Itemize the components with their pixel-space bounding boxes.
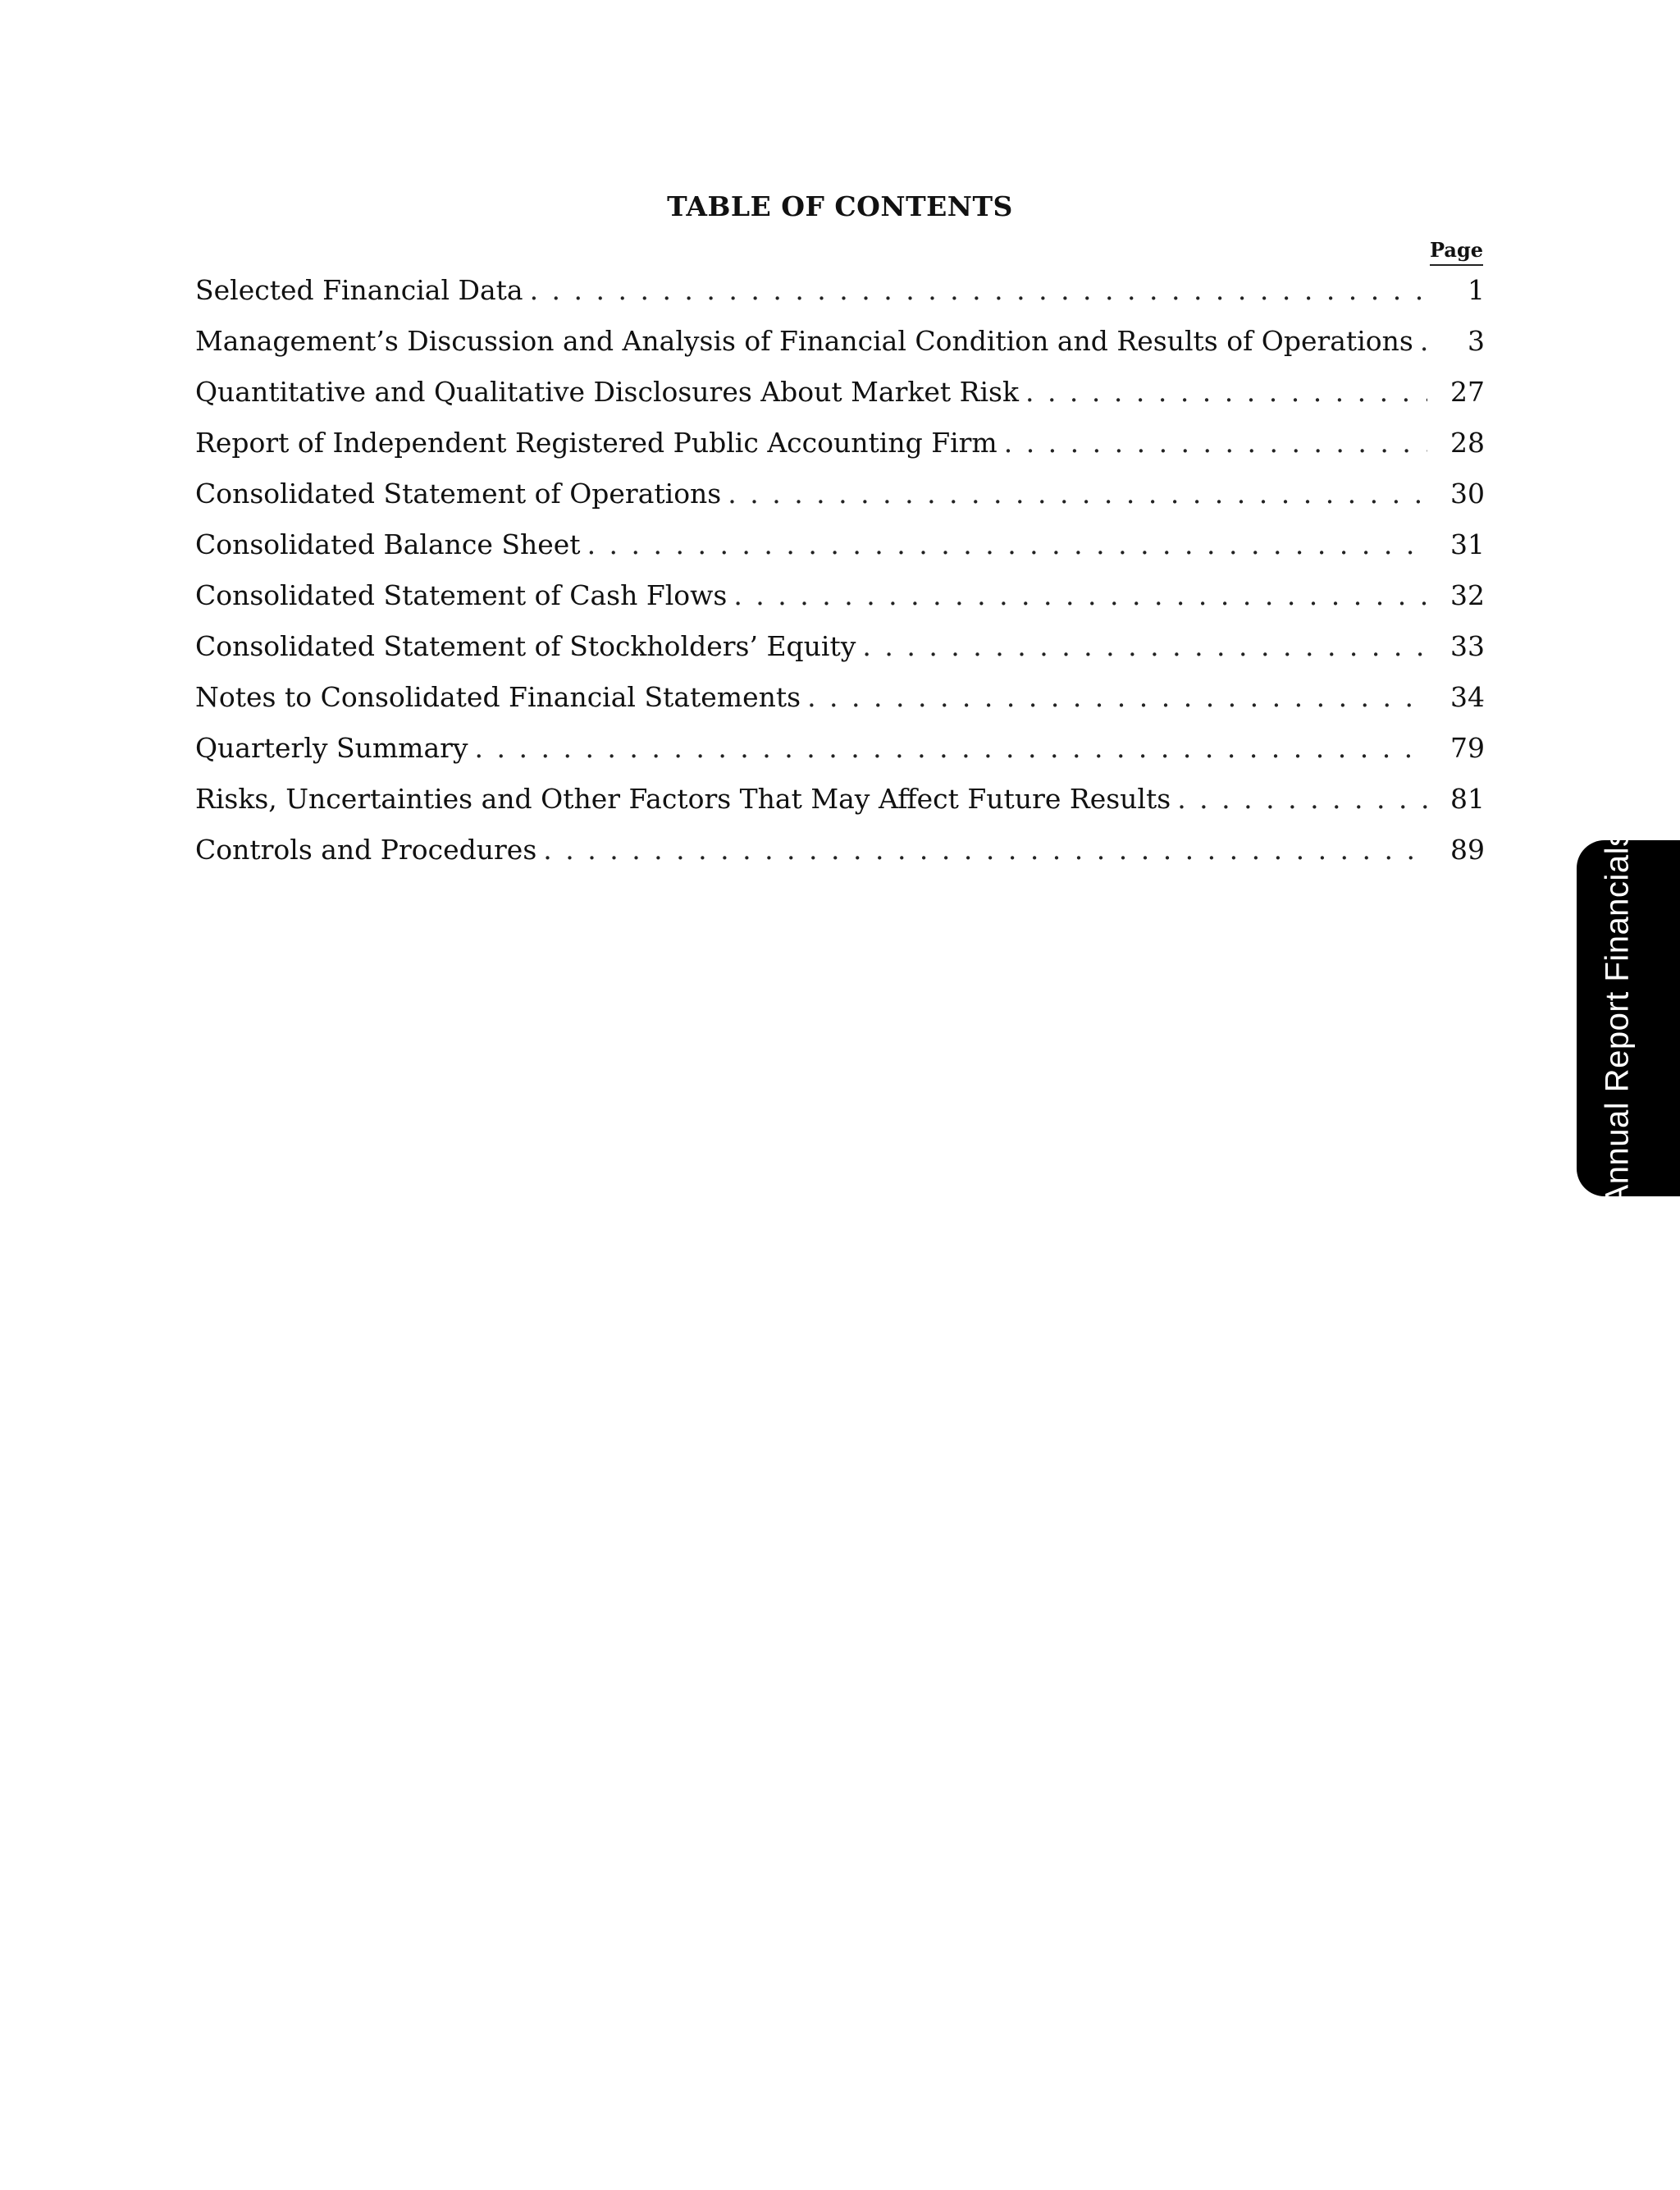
dot-leader <box>1004 427 1427 459</box>
dot-leader <box>475 732 1427 764</box>
toc-entry-auditor-report[interactable] <box>195 427 1485 478</box>
toc-entry-label: Consolidated Statement of Stockholders’ Equity <box>195 630 856 662</box>
page-title: TABLE OF CONTENTS <box>667 190 1013 222</box>
toc-entry-label: Consolidated Balance Sheet <box>195 528 581 560</box>
toc-entry-label: Report of Independent Registered Public Accounting Firm <box>195 427 998 459</box>
toc-entry-balance-sheet[interactable] <box>195 528 1485 579</box>
toc-entry-page: 32 <box>1450 579 1485 611</box>
toc-entry-page: 79 <box>1450 732 1485 764</box>
side-tab-label: Annual Report Financials <box>1599 830 1636 1207</box>
toc-entry-label: Consolidated Statement of Cash Flows <box>195 579 728 611</box>
toc-entry-label: Risks, Uncertainties and Other Factors That May Affect Future Results <box>195 783 1171 815</box>
toc-entry-label: Quarterly Summary <box>195 732 468 764</box>
dot-leader <box>862 630 1427 662</box>
toc-entry-stockholders-equity[interactable] <box>195 630 1485 681</box>
dot-leader <box>733 579 1427 611</box>
toc-entry-statement-of-operations[interactable] <box>195 478 1485 528</box>
dot-leader <box>728 478 1427 510</box>
page-column-header: Page <box>1430 238 1483 266</box>
toc-entry-selected-financial-data[interactable] <box>195 274 1485 325</box>
toc-entry-label: Selected Financial Data <box>195 274 523 306</box>
toc-entry-label: Quantitative and Qualitative Disclosures About Market Risk <box>195 376 1019 408</box>
toc-entry-label: Management’s Discussion and Analysis of Financial Condition and Results of Operations <box>195 325 1413 357</box>
toc-entry-cash-flows[interactable] <box>195 579 1485 630</box>
toc-entry-label: Controls and Procedures <box>195 834 537 866</box>
toc-entry-mdna[interactable] <box>195 325 1485 376</box>
dot-leader <box>807 681 1427 713</box>
toc-entry-label: Consolidated Statement of Operations <box>195 478 722 510</box>
dot-leader <box>530 274 1427 306</box>
dot-leader <box>1177 783 1427 815</box>
toc-entry-quarterly-summary[interactable] <box>195 732 1485 783</box>
dot-leader <box>1025 376 1427 408</box>
toc-entry-notes[interactable] <box>195 681 1485 732</box>
toc-entry-page: 27 <box>1450 376 1485 408</box>
section-side-tab <box>1577 830 1680 1207</box>
toc-entry-controls[interactable] <box>195 834 1485 885</box>
toc-entry-page: 81 <box>1450 783 1485 815</box>
dot-leader <box>587 528 1427 560</box>
toc-entry-market-risk[interactable] <box>195 376 1485 427</box>
toc-entry-page: 89 <box>1450 834 1485 866</box>
toc-entry-page: 28 <box>1450 427 1485 459</box>
toc-entry-page: 33 <box>1450 630 1485 662</box>
toc-list <box>195 274 1485 885</box>
toc-entry-page: 1 <box>1468 274 1485 306</box>
toc-entry-page: 30 <box>1450 478 1485 510</box>
toc-entry-risks[interactable] <box>195 783 1485 834</box>
dot-leader <box>543 834 1427 866</box>
dot-leader <box>1420 325 1427 357</box>
toc-entry-label: Notes to Consolidated Financial Statements <box>195 681 801 713</box>
toc-entry-page: 31 <box>1450 528 1485 560</box>
toc-entry-page: 34 <box>1450 681 1485 713</box>
toc-entry-page: 3 <box>1468 325 1485 357</box>
